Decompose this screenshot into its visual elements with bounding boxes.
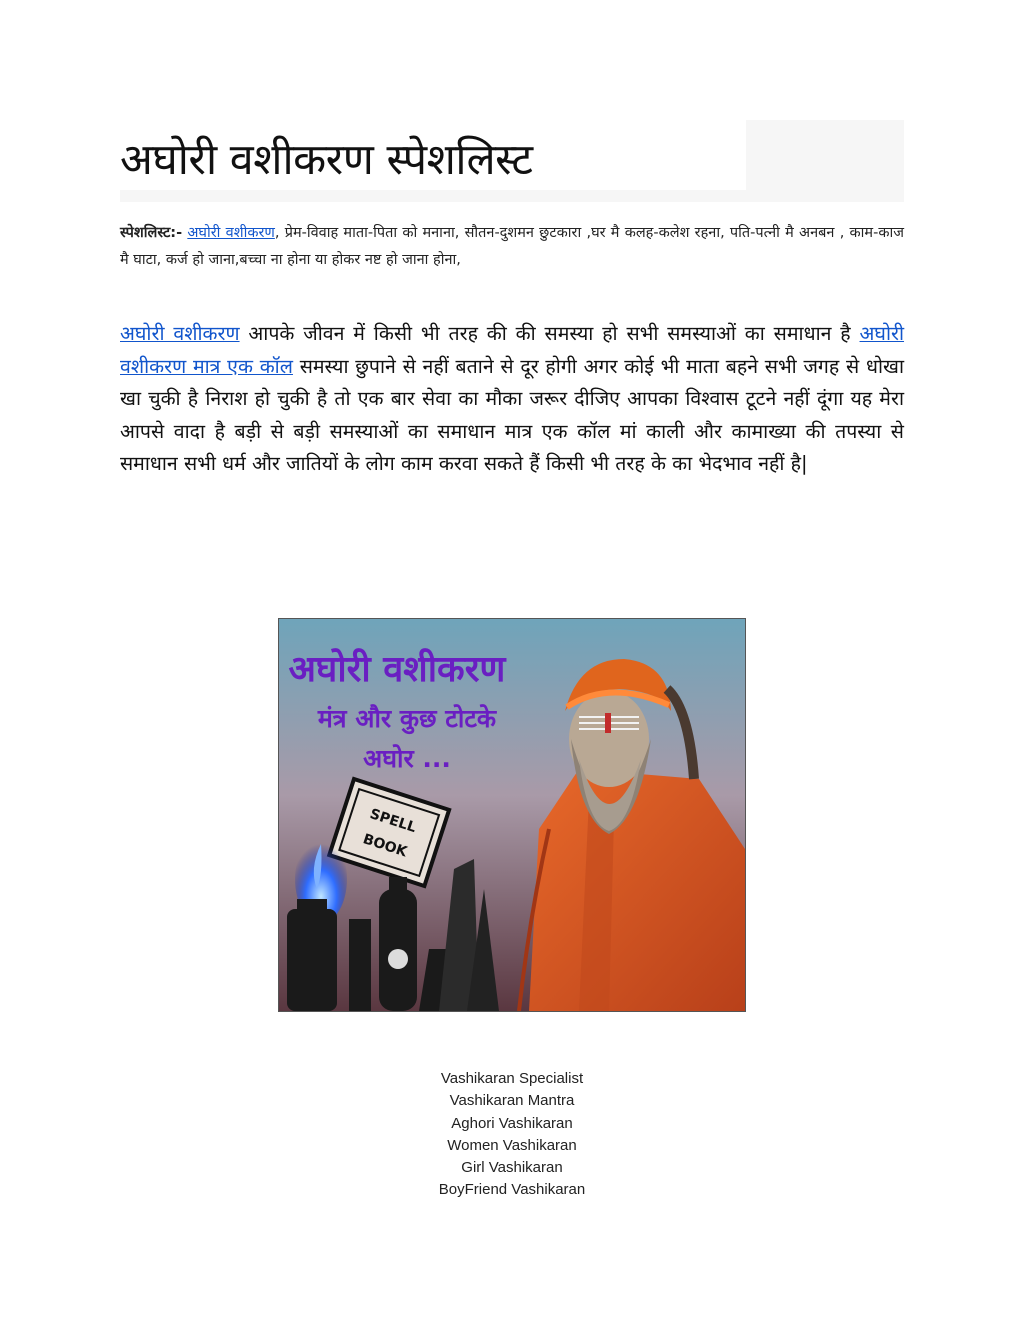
image-subtitle: मंत्र और कुछ टोटके [317,704,497,733]
book-text-book: BOOK [360,831,409,861]
image-tag: अघोर ... [363,744,451,773]
keyword-item: Vashikaran Mantra [449,1092,575,1110]
page-title: अघोरी वशीकरण स्पेशलिस्ट [120,135,533,185]
body-paragraph [120,318,904,481]
keyword-item: Girl Vashikaran [461,1159,563,1177]
intro-label: स्पेशलिस्ट:- [120,225,183,241]
keyword-list [0,1068,1024,1202]
keyword-item: BoyFriend Vashikaran [438,1181,586,1199]
keyword-item: Aghori Vashikaran [451,1114,573,1132]
body-link-aghori[interactable]: अघोरी वशीकरण [120,322,240,345]
intro-link[interactable]: अघोरी वशीकरण [187,225,275,241]
aghori-image [278,618,746,1012]
image-title: अघोरी वशीकरण [288,649,506,690]
body-text-1: आपके जीवन में किसी भी तरह की की समस्या हो सभी समस्याओं का समाधान है [239,322,860,345]
intro-paragraph [120,220,904,274]
book-text-spell: SPELL [367,806,419,837]
keyword-item: Vashikaran Specialist [440,1070,584,1087]
title-bar [120,120,904,202]
body-text-2: समस्या छुपाने से नहीं बताने से दूर होगी अगर कोई भी माता बहने सभी जगह से धोखा खा चुकी है निराश हो चुकी है तो एक बार सेवा का मौका जरूर दीजिए आपका विश्वास टूटने नहीं दूंगा यह मेरा आपसे वादा है बड़ी से बड़ी समस्याओं का समाधान मात्र एक कॉल मां काली और कामाख्या की तपस्या से समाधान सभी धर्म और जातियों के लोग काम करवा सकते हैं किसी भी तरह के का भेदभाव नहीं है| [120,354,904,475]
keyword-item: Women Vashikaran [447,1136,577,1154]
body-link-call[interactable]: अघोरी वशीकरण मात्र एक कॉल [120,322,905,378]
intro-text: , प्रेम-विवाह माता-पिता को मनाना, सौतन-दुशमन छुटकारा ,घर मै कलह-कलेश रहना, पति-पत्नी मै अनबन , काम-काज मै घाटा, कर्ज हो जाना,बच्चा ना होना या होकर नष्ट हो जाना होना, [120,225,904,268]
document-page [120,120,904,500]
